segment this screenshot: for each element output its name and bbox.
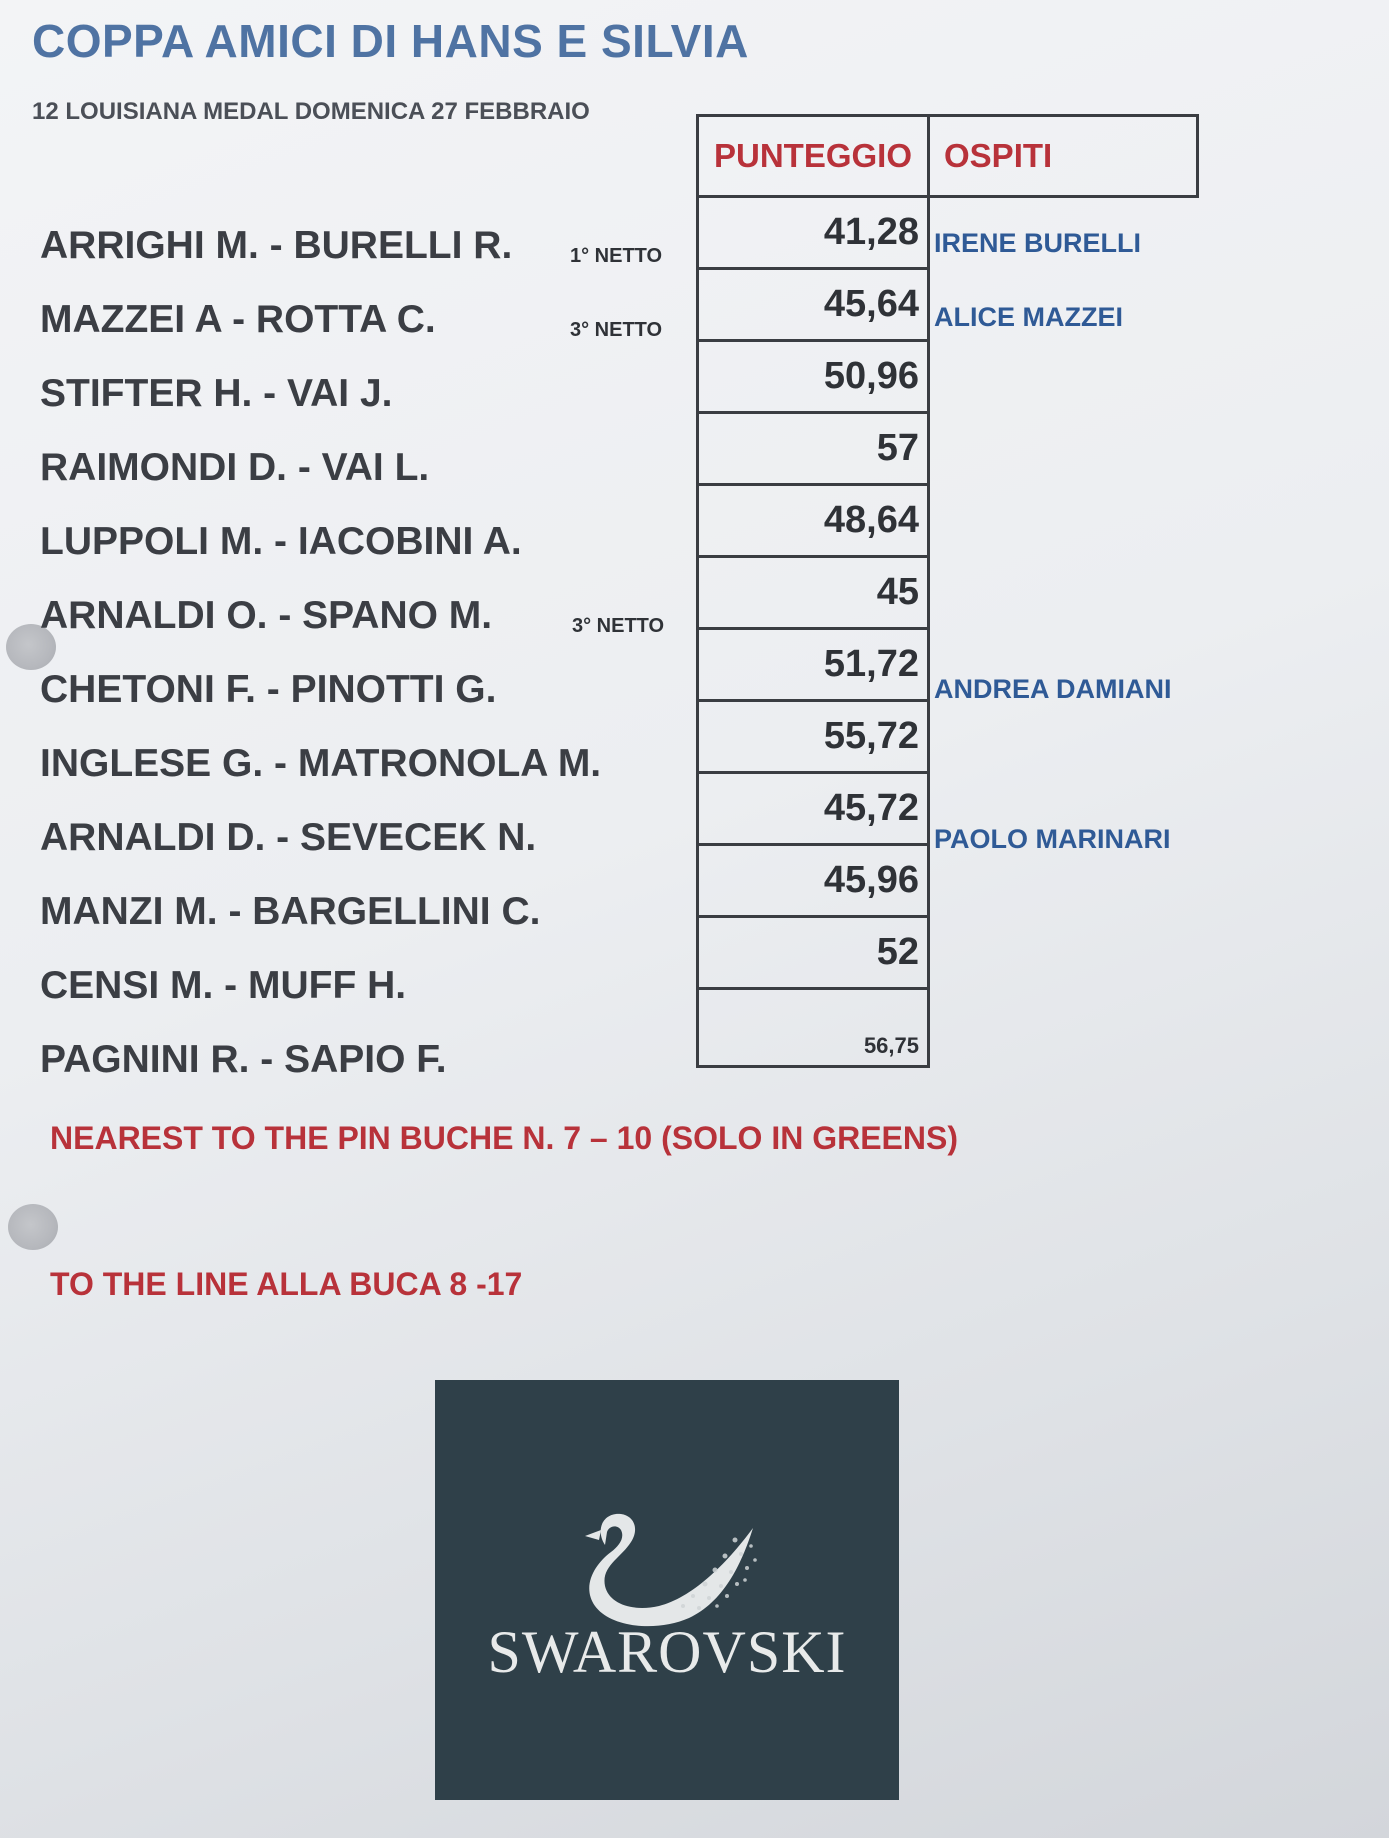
pair-name: ARNALDI O. - SPANO M. bbox=[40, 594, 493, 637]
table-row bbox=[698, 485, 1198, 557]
pair-name: INGLESE G. - MATRONOLA M. bbox=[40, 742, 602, 785]
list-item bbox=[40, 282, 680, 356]
score-cell: 45 bbox=[698, 557, 929, 629]
score-cell: 57 bbox=[698, 413, 929, 485]
pair-name: ARNALDI D. - SEVECEK N. bbox=[40, 816, 537, 859]
score-cell: 50,96 bbox=[698, 341, 929, 413]
guest-name: PAOLO MARINARI bbox=[934, 824, 1171, 854]
list-item bbox=[40, 1022, 680, 1096]
sponsor-logo bbox=[435, 1380, 899, 1800]
pair-name: RAIMONDI D. - VAI L. bbox=[40, 446, 430, 489]
swan-icon bbox=[435, 1380, 899, 1800]
list-item bbox=[40, 948, 680, 1022]
pair-name: LUPPOLI M. - IACOBINI A. bbox=[40, 520, 522, 563]
score-cell: 52 bbox=[698, 917, 929, 989]
score-cell: 56,75 bbox=[698, 989, 929, 1067]
score-cell: 51,72 bbox=[698, 629, 929, 701]
pair-name: STIFTER H. - VAI J. bbox=[40, 372, 393, 415]
list-item bbox=[40, 356, 680, 430]
list-item bbox=[40, 578, 680, 652]
score-cell: 55,72 bbox=[698, 701, 929, 773]
table-row bbox=[698, 917, 1198, 989]
table-row bbox=[698, 845, 1198, 917]
pair-name: MANZI M. - BARGELLINI C. bbox=[40, 890, 541, 933]
pair-name: MAZZEI A - ROTTA C. bbox=[40, 298, 436, 341]
guest-name: ANDREA DAMIANI bbox=[934, 674, 1172, 704]
placement-note: 1° NETTO bbox=[570, 245, 663, 267]
table-row bbox=[698, 413, 1198, 485]
score-cell: 41,28 bbox=[698, 197, 929, 269]
pair-name: CENSI M. - MUFF H. bbox=[40, 964, 407, 1007]
column-header-guests: OSPITI bbox=[929, 116, 1198, 197]
to-the-line-note: TO THE LINE ALLA BUCA 8 -17 bbox=[50, 1266, 523, 1302]
pair-name: PAGNINI R. - SAPIO F. bbox=[40, 1038, 447, 1081]
score-cell: 48,64 bbox=[698, 485, 929, 557]
table-header-row bbox=[698, 116, 1198, 197]
list-item bbox=[40, 208, 680, 282]
list-item bbox=[40, 652, 680, 726]
logo-wordmark: SWAROVSKI bbox=[487, 1619, 847, 1685]
table-row bbox=[698, 341, 1198, 413]
page-subtitle: 12 LOUISIANA MEDAL DOMENICA 27 FEBBRAIO bbox=[32, 98, 590, 125]
table-row bbox=[698, 989, 1198, 1067]
pair-name: ARRIGHI M. - BURELLI R. bbox=[40, 224, 513, 267]
list-item bbox=[40, 800, 680, 874]
score-cell: 45,72 bbox=[698, 773, 929, 845]
score-cell: 45,64 bbox=[698, 269, 929, 341]
page-title: COPPA AMICI DI HANS E SILVIA bbox=[32, 15, 749, 67]
nearest-pin-note: NEAREST TO THE PIN BUCHE N. 7 – 10 (SOLO IN GREENS) bbox=[50, 1120, 958, 1156]
table-row bbox=[698, 701, 1198, 773]
column-header-score: PUNTEGGIO bbox=[698, 116, 929, 197]
punch-hole bbox=[8, 1204, 58, 1250]
table-row bbox=[698, 557, 1198, 629]
pair-name: CHETONI F. - PINOTTI G. bbox=[40, 668, 497, 711]
list-item bbox=[40, 430, 680, 504]
score-cell: 45,96 bbox=[698, 845, 929, 917]
list-item bbox=[40, 504, 680, 578]
placement-note: 3° NETTO bbox=[572, 615, 665, 637]
guest-name: IRENE BURELLI bbox=[934, 228, 1142, 258]
list-item bbox=[40, 726, 680, 800]
list-item bbox=[40, 874, 680, 948]
placement-note: 3° NETTO bbox=[570, 319, 663, 341]
guest-name: ALICE MAZZEI bbox=[934, 302, 1123, 332]
